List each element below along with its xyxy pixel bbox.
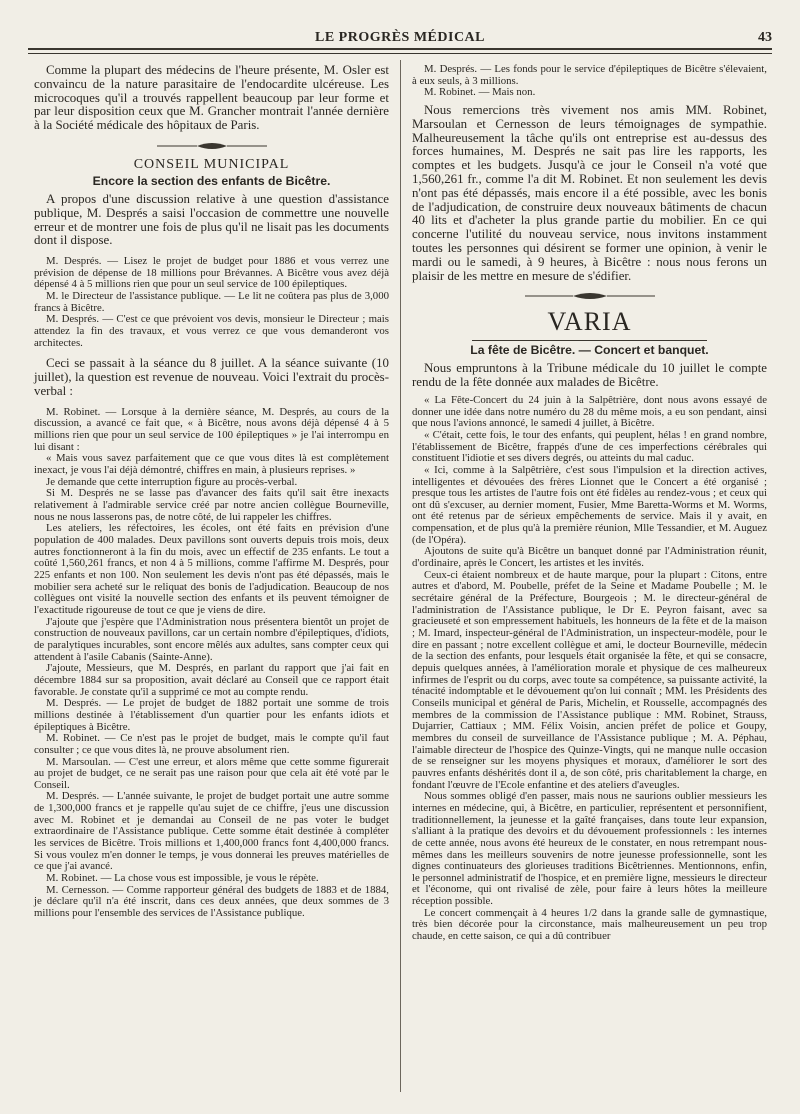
left-column (34, 64, 389, 920)
dialogue-line: M. Marsoulan. — C'est une erreur, et alors même que cette somme figurerait au projet de budget, ce ne serait pas une raison pour que cela ait été voté par le Conseil. (34, 755, 389, 791)
paragraph: Comme la plupart des médecins de l'heure présente, M. Osler est convaincu de la nature parasitaire de l'endocardite ulcéreuse. Les microcoques qu'il a trouvés rappellent beaucoup par leur forme et par leur disposition ceux que M. Grancher montrait l'année dernière à la Société médicale des hôpitaux de Paris. (34, 63, 389, 133)
varia-rule (472, 340, 707, 341)
dialogue-line: M. Després. — L'année suivante, le projet de budget portait une autre somme de 1,300,000 francs et je rappelle qu'au sujet de ce chiffre, j'eus une discussion avec M. Robinet et je demandai au Conseil de ne pas voter le budget extraordinaire de l'Assistance publique. Cette somme était destinée à compléter les services de Bicêtre. Trois millions et 1,400,000 francs font 4,400,000 francs. Si vous voulez m'en donner le temps, je vous donnerai les preuves matérielles de ce que j'ai avancé. (34, 790, 389, 873)
paragraph: « La Fête-Concert du 24 juin à la Salpêtrière, dont nous avons essayé de donner une idée dans notre numéro du 28 du même mois, a eu son pendant, ainsi que nous l'avions annoncé, le samedi 4 juillet, à Bicêtre. (412, 393, 767, 430)
paragraph: Les ateliers, les réfectoires, les écoles, ont été faits en prévision d'une population de 400 malades. Deux pavillons sont ouverts depuis trois mois, deux autres fonctionneront à la fin du mois, avec un effectif de 235 enfants. Le tout a coûté 1,560,261 francs, et non 4 à 5 millions, comme l'affirme M. Després, pour 225 enfants et non 100. Non seulement les devis n'ont pas été dépassés, mais le mobilier sera acheté sur le reliquat des bonis de l'adjudication. Beaucoup de nos collègues ont visité la nouvelle section des enfants et ils peuvent témoigner de l'exactitude rigoureuse de tout ce que je viens de dire. (34, 522, 389, 616)
page-number: 43 (758, 30, 772, 45)
dialogue-line: M. Després. — C'est ce que prévoient vos devis, monsieur le Directeur ; mais attendez la fin des travaux, et vous verrez ce que vous demanderont vos architectes. (34, 313, 389, 349)
paragraph: J'ajoute, Messieurs, que M. Després, en parlant du rapport que j'ai fait en décembre 1884 sur sa proposition, avait déclaré au Conseil que ce rapport était favorable. Je constate qu'il a supprimé ce mot au compte rendu. (34, 662, 389, 698)
dialogue-line: M. Cernesson. — Comme rapporteur général des budgets de 1883 et de 1884, je déclare qu'il n'a été inscrit, dans ces deux années, que deux sommes de 3 millions pour l'ensemble des services de l'Assistance publique. (34, 883, 389, 920)
page-header (28, 30, 772, 48)
quotation: « Mais vous savez parfaitement que ce que vous dites là est complètement inexact, je vous l'ai déjà démontré, chiffres en main, à plusieurs reprises. » (34, 452, 389, 477)
paragraph: Ceux-ci étaient nombreux et de haute marque, pour la plupart : Citons, entre autres et d'abord, M. Poubelle, préfet de la Seine et Madame Poubelle ; M. le secrétaire général de la Préfecture, Bourgeois ; M. le directeur-général de l'administration de l'Assistance publique, le Dr E. Peyron faisant, avec sa gracieuseté et son empressement habituels, les honneurs de la fête et de la maison ; M. Imard, inspecteur-général de l'Administration, un inspecteur-modèle, pour le dire en passant ; notre excellent collègue et ami, le docteur Bourneville, médecin de la section des enfants, pour lesquels était organisée la fête, et qui se consacre, depuis quelques années, à l'amélioration morale et physique de ces malheureux infirmes de l'esprit ou du corps, avec toute sa compétence, sa puissante activité, la ténacité indomptable et le dévouement qu'on lui connaît ; MM. les Présidents des Conseils municipal et général de Paris, Michelin, et Rousselle, accompagnés des membres de la commission de l'Assistance publique : MM. Robinet, Strauss, Dujarrier, Cattiaux ; MM. Félix Voisin, ancien préfet de police et Goupy, membres du conseil de surveillance de l'Assistance publique ; M. A. Péphau, l'aimable directeur de l'hospice des Quinze-Vingts, qui ne manque nulle occasion de se renseigner sur les moyens physiques et moraux, d'améliorer le sort des pauvres enfants déshérités dont il a, de son côté, pris charitablement la charge, en fondant l'œuvre de l'Ecole enfantine et des ateliers d'aveugles. (412, 568, 767, 791)
paragraph: Ajoutons de suite qu'à Bicêtre un banquet donné par l'Administration réunit, d'ordinaire, après le Concert, les artistes et les invités. (412, 545, 767, 570)
paragraph: Nous sommes obligé d'en passer, mais nous ne saurions oublier messieurs les internes en médecine, qui, à Bicêtre, en particulier, représentent et personnifient, traditionnellement, la jeunesse et la gaîté françaises, dans toute leur expansion, s'alliant à la pratique des devoirs et du dévouement professionnels : les internes de cette année, nous avons été heureux de le constater, en nous retrempant nous-mêmes dans les meilleurs souvenirs de notre jeunesse professionnelle, sont les dignes continuateurs des glorieuses traditions Bicêtriennes. Mentionnons, enfin, le personnel administratif de l'hospice, et en première ligne, messieurs le directeur et l'économe, qui ont rivalisé de zèle, pour faire à leurs hôtes la meilleure réception possible. (412, 790, 767, 908)
section-subtitle: Encore la section des enfants de Bicêtre. (92, 173, 331, 188)
paragraph: Le concert commençait à 4 heures 1/2 dans la grande salle de gymnastique, très bien décorée pour la circonstance, mais malheureusement un peu trop chaude, en cette saison, ce qui a dû contribuer (412, 906, 767, 943)
paragraph: A propos d'une discussion relative à une question d'assistance publique, M. Després a saisi l'occasion de commettre une nouvelle erreur et de montrer une fois de plus qu'il ne lisait pas les documents dont il dispose. (34, 191, 389, 248)
ornament-divider (34, 139, 389, 153)
right-column (412, 64, 767, 943)
section-title: CONSEIL MUNICIPAL (133, 156, 290, 172)
dialogue-line: M. Després. — Lisez le projet de budget pour 1886 et vous verrez une prévision de dépense de 18 millions pour Brévannes. A Bicêtre vous avez déjà dépensé 4 à 5 millions rien que pour un seul service de 100 épileptiques. (34, 255, 389, 291)
column-divider (400, 60, 401, 1092)
dialogue-line: M. Després. — Les fonds pour le service d'épileptiques de Bicêtre s'élevaient, à eux seuls, à 3 millions. (412, 63, 767, 87)
varia-title: VARIA (547, 307, 632, 337)
dialogue-line: M. le Directeur de l'assistance publique. — Le lit ne coûtera pas plus de 3,000 francs à Bicêtre. (34, 290, 389, 314)
running-title: LE PROGRÈS MÉDICAL (314, 30, 486, 45)
ornament-divider (412, 289, 767, 303)
varia-subtitle: La fête de Bicêtre. — Concert et banquet. (470, 343, 709, 358)
dialogue-line: M. Robinet. — Ce n'est pas le projet de budget, mais le compte qu'il faut consulter ; ce que vous dites là, ne prouve absolument rien. (34, 732, 389, 756)
dialogue-line: M. Robinet. — La chose vous est impossible, je vous le répète. (46, 872, 319, 885)
dialogue-line: M. Després. — Le projet de budget de 1882 portait une somme de trois millions destinée à l'établissement d'un quartier pour les enfants idiots et épileptiques à Bicêtre. (34, 697, 389, 733)
dialogue-line: M. Robinet. — Mais non. (424, 86, 536, 99)
paragraph: Si M. Després ne se lasse pas d'avancer des faits qu'il sait être inexacts relativement à l'admirable service créé par notre ancien collègue Bourneville, nous ne nous lasserons pas, de notre côté, de lui rappeler les chiffres. (34, 487, 389, 523)
paragraph: « C'était, cette fois, le tour des enfants, qui peuplent, hélas ! en grand nombre, l'établissement de Bicêtre, frappés d'une de ces imperfections cérébrales qui constituent l'idiotie et ses divers degrés, ou atteints du mal caduc. (412, 428, 767, 465)
paragraph: « Ici, comme à la Salpêtrière, c'est sous l'impulsion et la direction actives, intelligentes et dévouées des frères Lionnet que le Concert a été organisé ; presque tous les artistes de l'autre fois ont été fidèles au rendez-vous ; et ceux qui ont dû s'excuser, au dernier moment, Fusier, Mme Baretta-Worms et M. Worms, ont été retenus par de sérieux empêchements de service. Mais il y avait, en compensation, et de plus qu'à la première réunion, Mlle Tessandier, et M. Auguez (de l'Opéra). (412, 463, 767, 546)
header-rule-thick (28, 48, 772, 50)
dialogue-line: M. Robinet. — Lorsque à la dernière séance, M. Després, au cours de la discussion, a avancé ce fait que, « à Bicêtre, nous avons déjà dépensé 4 à 5 millions rien que pour un seul service de 100 épileptiques » je l'ai interrompu en lui disant : (34, 405, 389, 453)
paragraph: Nous empruntons à la Tribune médicale du 10 juillet le compte rendu de la fête donnée aux malades de Bicêtre. (412, 361, 767, 390)
paragraph: Je demande que cette interruption figure au procès-verbal. (46, 475, 298, 488)
paragraph: Ceci se passait à la séance du 8 juillet. A la séance suivante (10 juillet), la question est revenue de nouveau. Voici l'extrait du procès-verbal : (34, 356, 389, 399)
paragraph: Nous remercions très vivement nos amis MM. Robinet, Marsoulan et Cernesson de leurs témoignages de sympathie. Malheureusement la tâche qu'ils ont entreprise est au-dessus des forces humaines, M. Després ne sait pas lire les rapports, les comptes et les budgets. Jusqu'à ce jour le Conseil n'a voté que 1,560,261 fr., comme l'a dit M. Robinet. Et non seulement les devis n'ont pas été dépassés, mais encore il a été possible, avec les bonis de l'adjudication, de construire deux nouveaux bâtiments de chacun 40 lits et d'acheter la plus grande partie du mobilier. En ce qui concerne l'utilité du nouveau service, nous invitons instamment toutes les personnes qui désirent se former une opinion, à venir le mardi ou le samedi, à 9 heures, à Bicêtre : nous nous ferons un plaisir de les mettre en mesure de s'édifier. (412, 102, 767, 283)
paragraph: J'ajoute que j'espère que l'Administration nous présentera bientôt un projet de construction de nouveaux pavillons, car un certain nombre d'épileptiques, d'idiots, de paralytiques incurables, sont encore mêlés aux adultes, sans compter ceux qui attendent à l'asile Cabanis (Sainte-Anne). (34, 615, 389, 663)
header-rule-thin (28, 53, 772, 54)
